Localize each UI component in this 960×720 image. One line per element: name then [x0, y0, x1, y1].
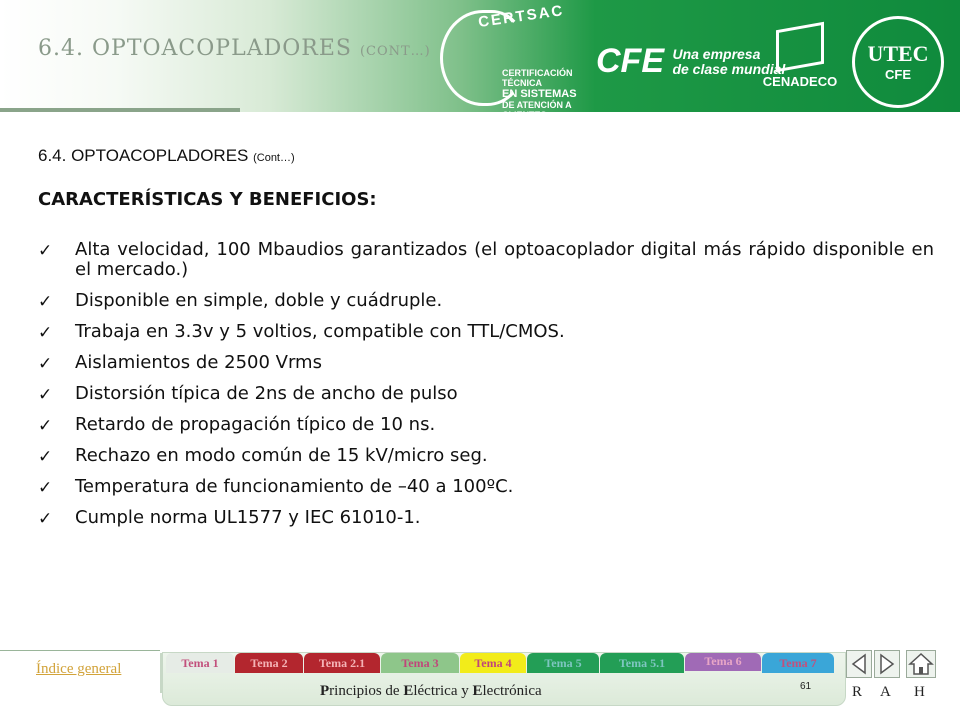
header-banner — [0, 0, 960, 120]
check-icon: ✓ — [38, 478, 53, 498]
header-underline — [0, 108, 240, 112]
tab-tema-3[interactable]: Tema 3 — [381, 653, 459, 673]
topic-tabs — [166, 653, 835, 673]
certsac-logo-top: CERTSAC — [477, 2, 566, 31]
nav-label-h: H — [914, 684, 925, 700]
check-icon: ✓ — [38, 447, 53, 467]
course-title-part: rincipios de — [329, 683, 404, 699]
feature-list — [38, 240, 934, 539]
check-icon: ✓ — [38, 292, 53, 312]
check-icon: ✓ — [38, 354, 53, 374]
tab-tema-4[interactable]: Tema 4 — [460, 653, 526, 673]
certsac-logo — [440, 2, 580, 120]
page-number: 61 — [800, 681, 812, 692]
index-panel — [20, 653, 162, 693]
list-item — [38, 322, 934, 342]
cenadeco-name: CENADECO — [762, 74, 838, 89]
utec-seal — [852, 16, 944, 108]
tab-tema-2[interactable]: Tema 2 — [235, 653, 303, 673]
list-item — [38, 415, 934, 435]
list-item — [38, 384, 934, 404]
back-button[interactable] — [846, 650, 872, 678]
cfe-logo — [596, 42, 785, 81]
course-title-part: E — [403, 683, 414, 699]
section-subtitle — [38, 146, 295, 166]
tab-tema-1[interactable]: Tema 1 — [166, 653, 234, 673]
certsac-logo-text — [502, 68, 580, 120]
course-title-part: P — [320, 683, 330, 699]
list-item-text: Temperatura de funcionamiento de –40 a 100ºC. — [75, 476, 514, 497]
section-subtitle-main: 6.4. OPTOACOPLADORES — [38, 146, 254, 165]
index-link[interactable]: Índice general — [36, 661, 122, 677]
footer-divider — [0, 650, 160, 651]
check-icon: ✓ — [38, 323, 53, 343]
cfe-tagline-1: Una empresa — [672, 45, 761, 62]
tab-tema-7[interactable]: Tema 7 — [762, 653, 834, 673]
list-item-text: Alta velocidad, 100 Mbaudios garantizados (el optoacoplador digital más rápido disponible en el mercado.) — [75, 239, 934, 280]
list-item — [38, 240, 934, 280]
list-item — [38, 446, 934, 466]
list-item-text: Trabaja en 3.3v y 5 voltios, compatible con TTL/CMOS. — [75, 321, 565, 342]
home-icon — [907, 651, 935, 677]
certsac-line-2: EN SISTEMAS — [502, 88, 577, 100]
section-subtitle-suffix: (Cont…) — [253, 152, 295, 164]
forward-button[interactable] — [874, 650, 900, 678]
list-item-text: Aislamientos de 2500 Vrms — [75, 352, 322, 373]
utec-seal-sub: CFE — [885, 67, 911, 82]
nav-label-r: R — [852, 684, 863, 700]
list-item — [38, 508, 934, 528]
nav-label-a: A — [880, 684, 891, 700]
cfe-logo-big: CFE — [596, 42, 664, 80]
list-item — [38, 477, 934, 497]
home-button[interactable] — [906, 650, 936, 678]
list-item-text: Retardo de propagación típico de 10 ns. — [75, 414, 436, 435]
tab-tema-5[interactable]: Tema 5 — [527, 653, 599, 673]
cenadeco-logo — [760, 26, 840, 89]
slide-title — [38, 36, 431, 61]
tab-tema-6[interactable]: Tema 6 — [685, 653, 761, 671]
section-heading: CARACTERÍSTICAS Y BENEFICIOS: — [38, 189, 377, 210]
certsac-line-1: CERTIFICACIÓN TÉCNICA — [502, 68, 573, 88]
list-item-text: Rechazo en modo común de 15 kV/micro seg. — [75, 445, 488, 466]
list-item-text: Cumple norma UL1577 y IEC 61010-1. — [75, 507, 421, 528]
course-title-part: léctrica y — [413, 683, 473, 699]
triangle-right-icon — [875, 651, 899, 677]
course-title-part: E — [472, 683, 483, 699]
slide-title-suffix: (CONT…) — [359, 44, 431, 59]
check-icon: ✓ — [38, 509, 53, 529]
cfe-tagline-2: de clase mundial — [672, 60, 786, 77]
course-title-part: lectrónica — [482, 683, 542, 699]
list-item-text: Distorsión típica de 2ns de ancho de pulso — [75, 383, 458, 404]
check-icon: ✓ — [38, 385, 53, 405]
tab-tema-5-1[interactable]: Tema 5.1 — [600, 653, 684, 673]
triangle-left-icon — [847, 651, 871, 677]
list-item-text: Disponible en simple, doble y cuádruple. — [75, 290, 443, 311]
certsac-line-3: DE ATENCIÓN A CLIENTES — [502, 100, 572, 120]
tab-tema-2-1[interactable]: Tema 2.1 — [304, 653, 380, 673]
utec-seal-main: UTEC — [867, 41, 929, 66]
check-icon: ✓ — [38, 241, 53, 261]
check-icon: ✓ — [38, 416, 53, 436]
list-item — [38, 291, 934, 311]
list-item — [38, 353, 934, 373]
course-title — [320, 683, 542, 700]
cube-icon — [776, 22, 824, 72]
slide-title-main: 6.4. OPTOACOPLADORES — [38, 36, 360, 61]
